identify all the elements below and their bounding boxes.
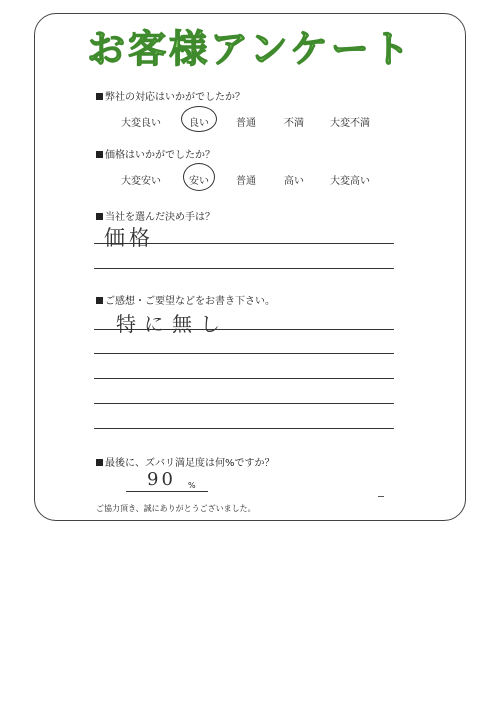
question-4-label: ご感想・ご要望などをお書き下さい。 [105, 296, 275, 307]
q3-answer-line-1 [94, 243, 394, 244]
q2-option-1[interactable]: 大変安い [121, 176, 161, 187]
q1-option-1[interactable]: 大変良い [121, 118, 161, 129]
q2-option-4[interactable]: 高い [284, 176, 304, 187]
q3-answer-line-2 [94, 268, 394, 269]
square-bullet-icon [96, 297, 103, 304]
survey-title: お客様アンケート [87, 27, 413, 71]
q4-answer-line-2 [94, 353, 394, 354]
q4-answer-line-5 [94, 428, 394, 429]
question-1 [96, 88, 245, 103]
thank-you-note: ご協力頂き、誠にありがとうございました。 [96, 504, 256, 513]
question-4 [96, 292, 275, 307]
square-bullet-icon [96, 151, 103, 158]
q1-selected-circle [181, 106, 217, 132]
q1-option-5[interactable]: 大変不満 [330, 118, 370, 129]
q4-handwritten-answer: 特に無し [116, 312, 228, 336]
q4-answer-line-4 [94, 403, 394, 404]
question-2 [96, 146, 215, 161]
question-3-label: 当社を選んだ決め手は？ [105, 212, 215, 223]
question-2-label: 価格はいかがでしたか？ [105, 150, 215, 161]
square-bullet-icon [96, 459, 103, 466]
square-bullet-icon [96, 213, 103, 220]
square-bullet-icon [96, 93, 103, 100]
q1-option-4[interactable]: 不満 [284, 118, 304, 129]
q5-answer-line [126, 491, 208, 492]
q2-option-2[interactable]: 安い [189, 176, 209, 187]
q1-option-2[interactable]: 良い [189, 118, 209, 129]
q2-option-3[interactable]: 普通 [236, 176, 256, 187]
stray-mark [378, 496, 384, 497]
q5-handwritten-answer: 90 [147, 469, 176, 490]
q2-selected-circle [183, 163, 215, 191]
q2-option-5[interactable]: 大変高い [330, 176, 370, 187]
question-5 [96, 454, 275, 469]
q1-option-3[interactable]: 普通 [236, 118, 256, 129]
q3-handwritten-answer: 価格 [104, 226, 154, 250]
q4-answer-line-1 [94, 329, 394, 330]
question-5-label: 最後に、ズバリ満足度は何%ですか？ [105, 458, 275, 469]
q4-answer-line-3 [94, 378, 394, 379]
question-1-label: 弊社の対応はいかがでしたか？ [105, 92, 245, 103]
question-3 [96, 208, 215, 223]
q5-percent-unit: % [188, 481, 196, 490]
